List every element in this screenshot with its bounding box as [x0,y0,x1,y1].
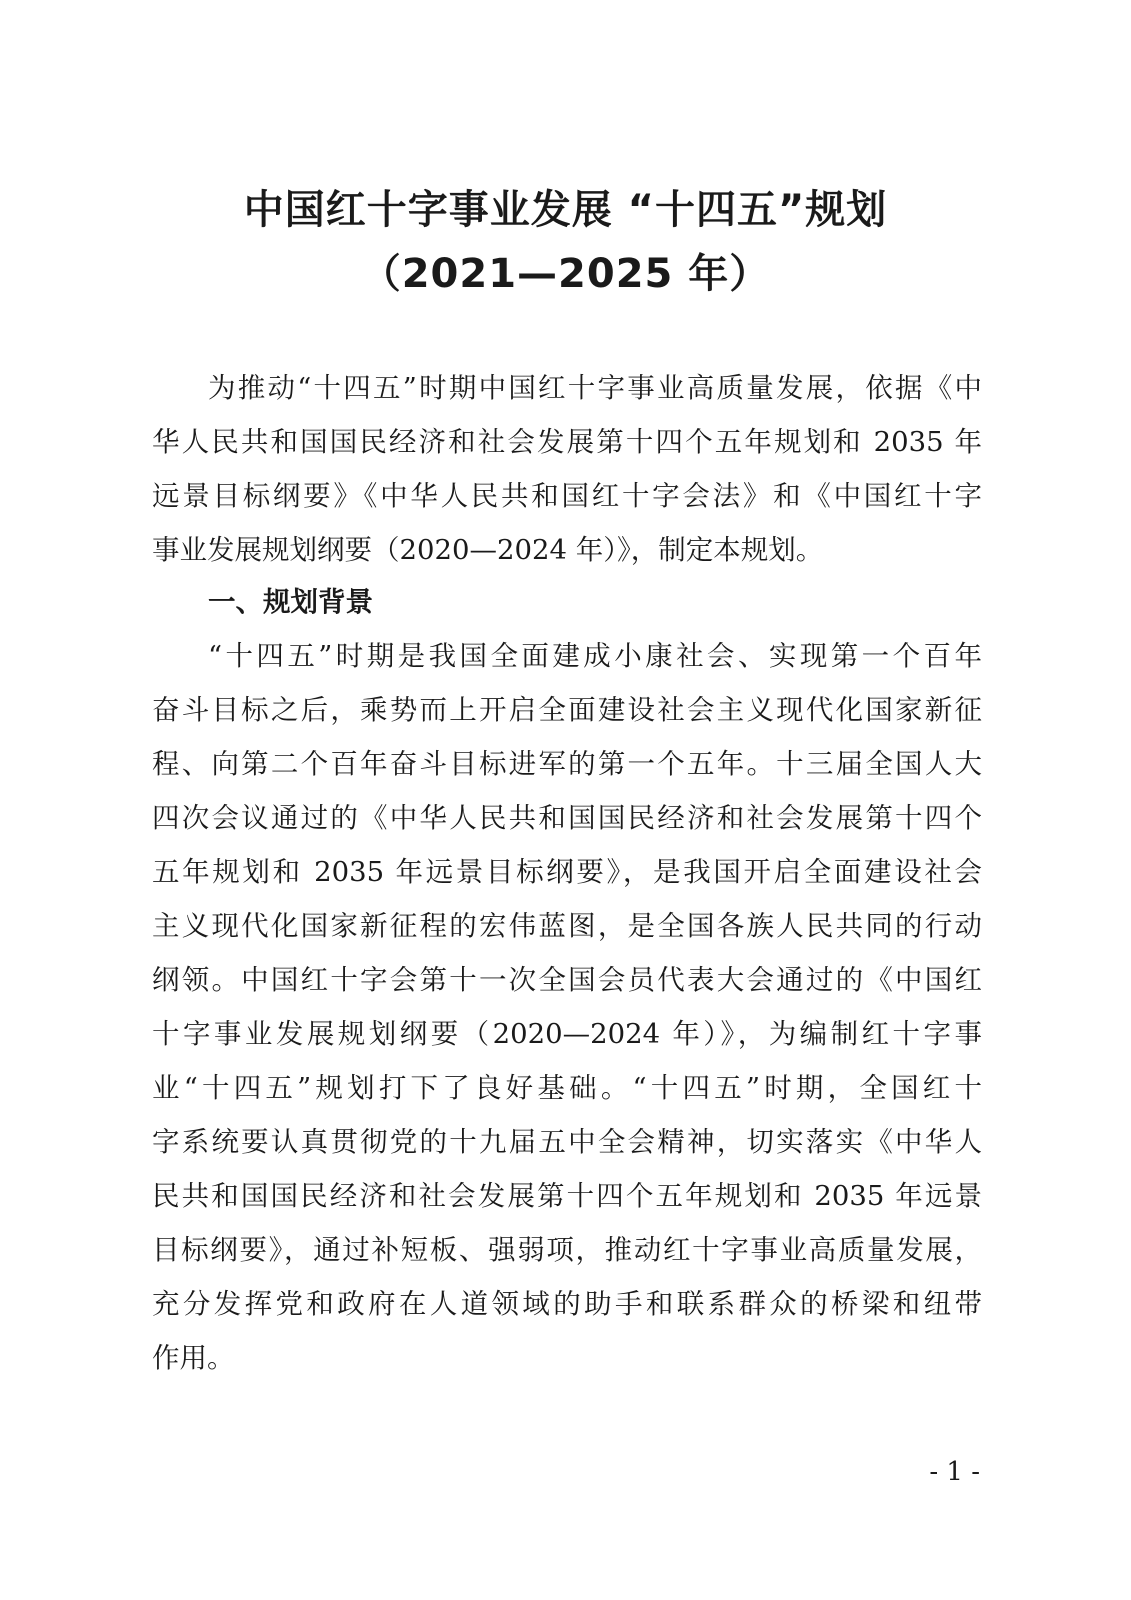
section-line: 民共和国国民经济和社会发展第十四个五年规划和 2035 年远景 [152,1180,982,1212]
document-title: 中国红十字事业发展 “十四五”规划 [243,187,888,233]
section-line: 十字事业发展规划纲要（2020—2024 年）》，为编制红十字事 [152,1018,982,1050]
section-line: 程、向第二个百年奋斗目标进军的第一个五年。十三届全国人大 [152,748,982,780]
document-subtitle-years: （2021—2025 年） [360,251,771,297]
section-line: “十四五”时期是我国全面建成小康社会、实现第一个百年 [208,640,982,672]
section-line: 主义现代化国家新征程的宏伟蓝图，是全国各族人民共同的行动 [152,910,982,942]
intro-line: 华人民共和国国民经济和社会发展第十四个五年规划和 2035 年 [152,426,982,458]
section-line: 奋斗目标之后，乘势而上开启全面建设社会主义现代化国家新征 [152,694,982,726]
page-number: - 1 - [929,1457,980,1487]
section-line: 业“十四五”规划打下了良好基础。“十四五”时期，全国红十 [152,1072,982,1104]
section-line: 目标纲要》，通过补短板、强弱项，推动红十字事业高质量发展， [152,1234,982,1266]
section-line: 四次会议通过的《中华人民共和国国民经济和社会发展第十四个 [152,802,982,834]
section-line: 字系统要认真贯彻党的十九届五中全会精神，切实落实《中华人 [152,1126,982,1158]
intro-line: 远景目标纲要》《中华人民共和国红十字会法》和《中国红十字 [152,480,982,512]
intro-line: 为推动“十四五”时期中国红十字事业高质量发展，依据《中 [208,372,982,404]
section-line: 作用。 [152,1342,235,1374]
section-line: 充分发挥党和政府在人道领域的助手和联系群众的桥梁和纽带 [152,1288,982,1320]
section-heading: 一、规划背景 [208,586,373,618]
section-line: 五年规划和 2035 年远景目标纲要》，是我国开启全面建设社会 [152,856,982,888]
section-line: 纲领。中国红十字会第十一次全国会员代表大会通过的《中国红 [152,964,982,996]
intro-line: 事业发展规划纲要（2020—2024 年）》，制定本规划。 [152,534,824,566]
